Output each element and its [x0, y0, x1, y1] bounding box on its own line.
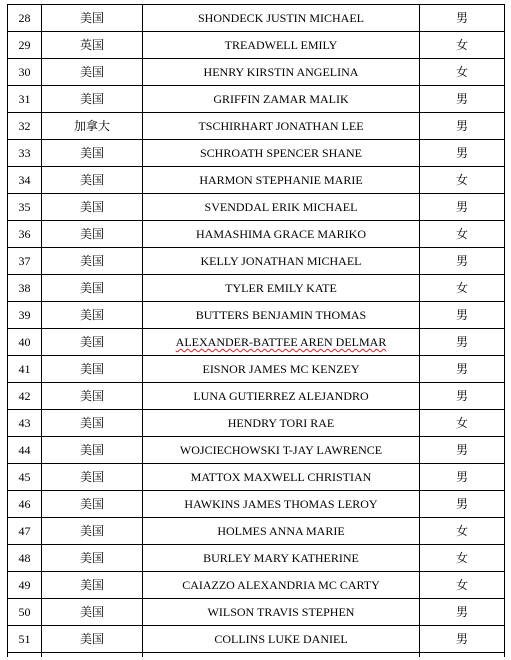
row-number: 33	[8, 140, 42, 167]
row-gender: 男	[420, 599, 505, 626]
row-name: EISNOR JAMES MC KENZEY	[143, 356, 420, 383]
row-number: 44	[8, 437, 42, 464]
row-name: BUTTERS BENJAMIN THOMAS	[143, 302, 420, 329]
row-country: 美国	[42, 167, 143, 194]
row-country: 美国	[42, 86, 143, 113]
row-number: 32	[8, 113, 42, 140]
table-row	[8, 221, 505, 248]
row-name: COLLINS LUKE DANIEL	[143, 626, 420, 653]
row-number: 43	[8, 410, 42, 437]
table-row	[8, 491, 505, 518]
row-number-empty	[8, 653, 42, 658]
table-row	[8, 437, 505, 464]
table-row	[8, 167, 505, 194]
row-name: TREADWELL EMILY	[143, 32, 420, 59]
row-number: 47	[8, 518, 42, 545]
row-number: 28	[8, 5, 42, 32]
table-row	[8, 572, 505, 599]
row-gender: 男	[420, 113, 505, 140]
roster-table	[7, 4, 505, 657]
row-country: 美国	[42, 275, 143, 302]
table-row	[8, 626, 505, 653]
row-country: 美国	[42, 59, 143, 86]
row-number: 29	[8, 32, 42, 59]
row-name: HOLMES ANNA MARIE	[143, 518, 420, 545]
row-country: 美国	[42, 437, 143, 464]
row-gender: 女	[420, 572, 505, 599]
row-gender: 男	[420, 194, 505, 221]
row-country: 美国	[42, 572, 143, 599]
spellcheck-flagged-name: ALEXANDER-BATTEE AREN DELMAR	[175, 335, 387, 349]
row-gender: 女	[420, 518, 505, 545]
row-number: 41	[8, 356, 42, 383]
row-country: 美国	[42, 383, 143, 410]
row-gender: 男	[420, 248, 505, 275]
row-name: MATTOX MAXWELL CHRISTIAN	[143, 464, 420, 491]
row-gender: 女	[420, 32, 505, 59]
row-number: 36	[8, 221, 42, 248]
table-row	[8, 302, 505, 329]
row-name: LUNA GUTIERREZ ALEJANDRO	[143, 383, 420, 410]
table-row	[8, 59, 505, 86]
row-name: GRIFFIN ZAMAR MALIK	[143, 86, 420, 113]
row-number: 42	[8, 383, 42, 410]
row-name	[143, 329, 420, 356]
row-country: 美国	[42, 194, 143, 221]
table-row	[8, 410, 505, 437]
row-gender: 男	[420, 140, 505, 167]
table-row	[8, 383, 505, 410]
row-gender: 女	[420, 275, 505, 302]
row-country: 美国	[42, 626, 143, 653]
row-name: HAMASHIMA GRACE MARIKO	[143, 221, 420, 248]
row-country: 美国	[42, 248, 143, 275]
row-number: 40	[8, 329, 42, 356]
table-row	[8, 194, 505, 221]
row-name: HAWKINS JAMES THOMAS LEROY	[143, 491, 420, 518]
table-row	[8, 248, 505, 275]
row-gender: 男	[420, 383, 505, 410]
table-row	[8, 518, 505, 545]
row-gender: 男	[420, 86, 505, 113]
row-gender: 男	[420, 302, 505, 329]
row-name: BURLEY MARY KATHERINE	[143, 545, 420, 572]
row-number: 46	[8, 491, 42, 518]
row-country-empty	[42, 653, 143, 658]
row-country: 英国	[42, 32, 143, 59]
row-gender-empty	[420, 653, 505, 658]
row-name: HENRY KIRSTIN ANGELINA	[143, 59, 420, 86]
row-gender: 女	[420, 545, 505, 572]
row-number: 49	[8, 572, 42, 599]
row-country: 美国	[42, 356, 143, 383]
row-gender: 男	[420, 5, 505, 32]
row-gender: 女	[420, 167, 505, 194]
row-number: 45	[8, 464, 42, 491]
row-name: TSCHIRHART JONATHAN LEE	[143, 113, 420, 140]
table-row	[8, 140, 505, 167]
row-gender: 男	[420, 491, 505, 518]
row-number: 38	[8, 275, 42, 302]
row-name: WOJCIECHOWSKI T-JAY LAWRENCE	[143, 437, 420, 464]
row-number: 48	[8, 545, 42, 572]
row-name: SHONDECK JUSTIN MICHAEL	[143, 5, 420, 32]
row-country: 美国	[42, 221, 143, 248]
row-country: 美国	[42, 518, 143, 545]
row-name: TYLER EMILY KATE	[143, 275, 420, 302]
row-name: HARMON STEPHANIE MARIE	[143, 167, 420, 194]
table-row	[8, 32, 505, 59]
row-number: 34	[8, 167, 42, 194]
row-gender: 男	[420, 356, 505, 383]
table-row	[8, 464, 505, 491]
table-row	[8, 356, 505, 383]
row-name-empty	[143, 653, 420, 658]
table-row	[8, 275, 505, 302]
row-country: 美国	[42, 599, 143, 626]
row-country: 美国	[42, 5, 143, 32]
row-country: 美国	[42, 329, 143, 356]
table-row	[8, 545, 505, 572]
row-country: 美国	[42, 464, 143, 491]
row-number: 50	[8, 599, 42, 626]
row-country: 美国	[42, 545, 143, 572]
row-number: 35	[8, 194, 42, 221]
row-name: SCHROATH SPENCER SHANE	[143, 140, 420, 167]
row-country: 美国	[42, 302, 143, 329]
row-name: CAIAZZO ALEXANDRIA MC CARTY	[143, 572, 420, 599]
row-gender: 女	[420, 59, 505, 86]
table-row	[8, 5, 505, 32]
row-number: 39	[8, 302, 42, 329]
table-row	[8, 86, 505, 113]
row-country: 美国	[42, 491, 143, 518]
row-gender: 男	[420, 464, 505, 491]
row-gender: 男	[420, 626, 505, 653]
row-number: 37	[8, 248, 42, 275]
row-name: KELLY JONATHAN MICHAEL	[143, 248, 420, 275]
table-row-partial	[8, 653, 505, 658]
row-gender: 女	[420, 221, 505, 248]
table-row	[8, 329, 505, 356]
row-country: 加拿大	[42, 113, 143, 140]
row-gender: 男	[420, 329, 505, 356]
row-name: HENDRY TORI RAE	[143, 410, 420, 437]
row-gender: 女	[420, 410, 505, 437]
row-name: WILSON TRAVIS STEPHEN	[143, 599, 420, 626]
row-number: 51	[8, 626, 42, 653]
row-number: 30	[8, 59, 42, 86]
row-name: SVENDDAL ERIK MICHAEL	[143, 194, 420, 221]
table-row	[8, 599, 505, 626]
roster-table-body	[8, 5, 505, 658]
table-row	[8, 113, 505, 140]
row-country: 美国	[42, 140, 143, 167]
row-number: 31	[8, 86, 42, 113]
row-gender: 男	[420, 437, 505, 464]
row-country: 美国	[42, 410, 143, 437]
